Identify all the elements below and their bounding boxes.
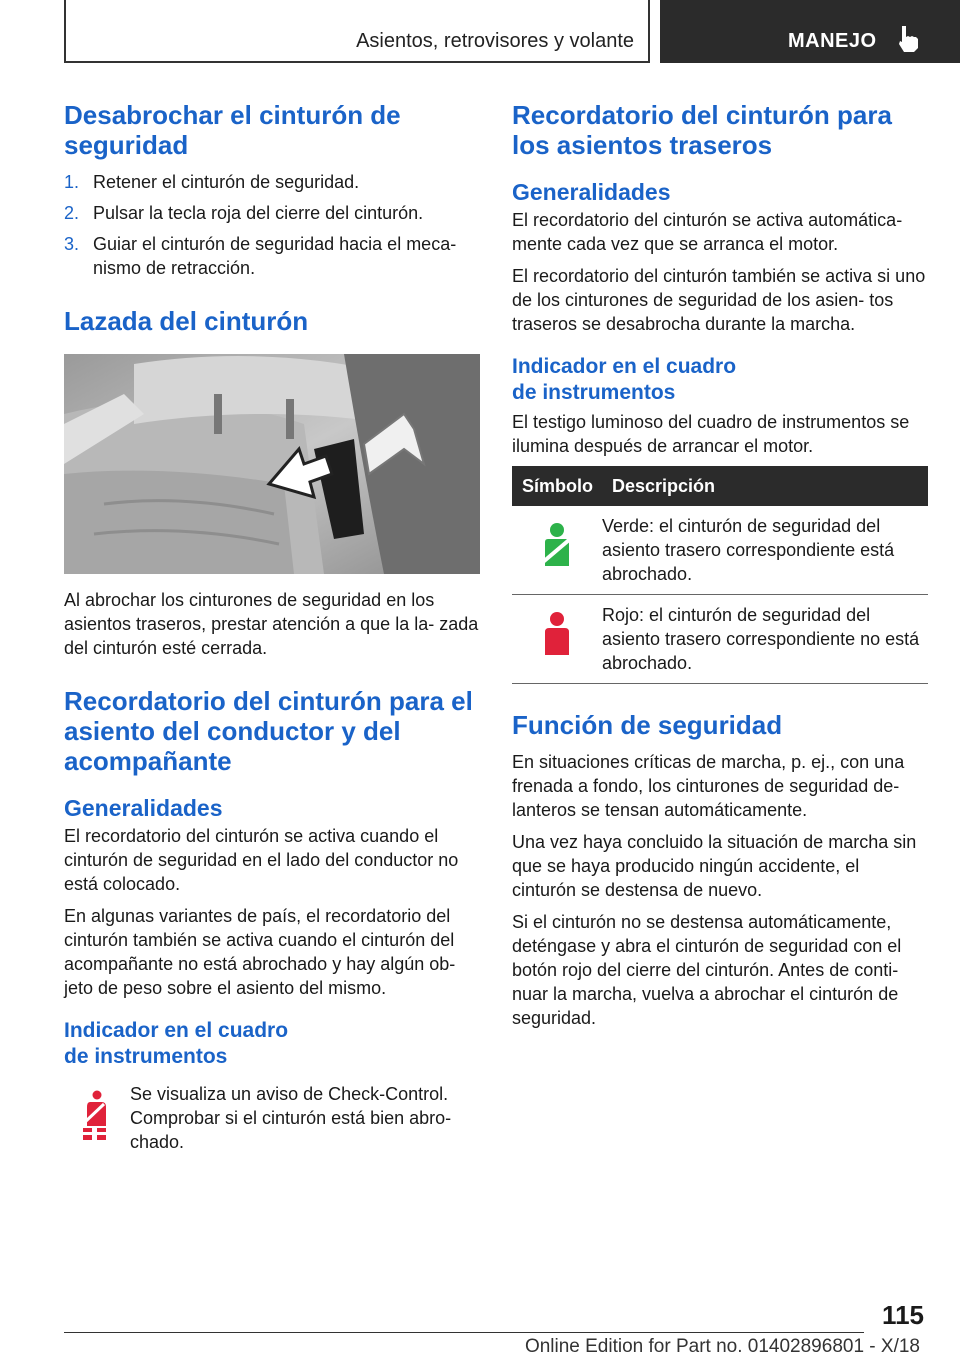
unbuckle-title: Desabrochar el cinturón de seguridad [64,100,401,160]
footer-divider [64,1332,864,1333]
safety-p3: Si el cinturón no se destensa automáticamente, deténgase y abra el cinturón de seguridad con el botón rojo del cierre del cinturón. Antes de conti- nuar la marcha, vuelva a abrochar el cinturón de seguridad. [512,912,902,1028]
rear-general-p2: El recordatorio del cinturón también se activa si uno de los cinturones de seguridad de los asien- tos traseros se desabrocha durante la marcha. [512,266,926,334]
safety-function-title: Función de seguridad [512,710,783,740]
unbuckle-steps [64,170,480,280]
front-reminder-title: Recordatorio del cinturón para el asiento del conductor y del acompañante [64,686,473,776]
rear-reminder-title: Recordatorio del cinturón para los asientos traseros [512,100,892,160]
rear-indicator-title-line1: Indicador en el cuadro [512,355,737,378]
left-column [64,100,480,1162]
front-indicator-title [64,1018,480,1070]
step-number: 2. [64,203,80,223]
front-indicator-title-line2: de instrumentos [64,1045,228,1068]
safety-p1: En situaciones críticas de marcha, p. ej., con una frenada a fondo, los cinturones de seguridad de- lanteros se tensan automáticamente. [512,752,905,820]
col-symbol-header: Símbolo [512,466,602,506]
rear-indicator-title-line2: de instrumentos [512,381,676,404]
front-general-title: Generalidades [64,795,223,821]
list-item [64,201,480,225]
footer-edition: Online Edition for Part no. 01402896801 - X/18 [524,1336,920,1357]
safety-p2: Una vez haya concluido la situación de marcha sin que se haya producido ningún accidente, el cinturón se destensa de nuevo. [512,832,917,900]
running-header [64,0,650,63]
description-cell: Verde: el cinturón de seguridad del asiento trasero correspondiente está abrochado. [602,506,928,595]
symbol-cell [512,595,602,684]
rear-general-p1: El recordatorio del cinturón se activa automática- mente cada vez que se arranca el motor. [512,210,903,254]
step-text: Pulsar la tecla roja del cierre del cinturón. [93,203,424,223]
belt-loop-text: Al abrochar los cinturones de seguridad en los asientos traseros, prestar atención a que la la- zada del cinturón esté cerrada. [64,590,479,658]
symbol-cell [512,506,602,595]
seatbelt-warning-icon [82,1090,108,1146]
table-header-row [512,466,928,506]
front-indicator-title-line1: Indicador en el cuadro [64,1019,289,1042]
chapter-tab-label: MANEJO [788,30,877,52]
pointing-hand-icon [896,24,922,54]
page-number: 115 [882,1300,924,1330]
rear-indicator-text: El testigo luminoso del cuadro de instrumentos se ilumina después de arrancar el motor. [512,412,910,456]
section-title: Asientos, retrovisores y volante [356,30,634,52]
red-person-icon [539,611,575,661]
step-text: Retener el cinturón de seguridad. [93,172,360,192]
table-row [512,506,928,595]
step-number: 1. [64,172,80,192]
rear-general-title: Generalidades [512,179,671,205]
seat-belt-loop-photo [64,354,480,574]
front-general-p2: En algunas variantes de país, el recordatorio del cinturón también se activa cuando el cinturón del acompañante no está abrochado y hay algún ob- jeto de peso sobre el asiento del mismo. [64,906,456,998]
description-cell: Rojo: el cinturón de seguridad del asiento trasero correspondiente no está abrochado. [602,595,928,684]
list-item [64,232,480,280]
step-number: 3. [64,234,80,254]
list-item [64,170,480,194]
front-indicator-text: Se visualiza un aviso de Check-Control. Comprobar si el cinturón está bien abro- chado. [130,1084,452,1152]
symbol-table [512,466,928,684]
rear-indicator-title [512,354,928,406]
table-row [512,595,928,684]
green-seatbelt-icon [539,522,575,572]
front-indicator-block [64,1082,480,1154]
step-text: Guiar el cinturón de seguridad hacia el meca- nismo de retracción. [93,234,457,278]
belt-loop-title: Lazada del cinturón [64,306,309,336]
col-description-header: Descripción [602,466,928,506]
right-column [512,100,928,1038]
front-general-p1: El recordatorio del cinturón se activa cuando el cinturón de seguridad en el lado del conductor no está colocado. [64,826,459,894]
